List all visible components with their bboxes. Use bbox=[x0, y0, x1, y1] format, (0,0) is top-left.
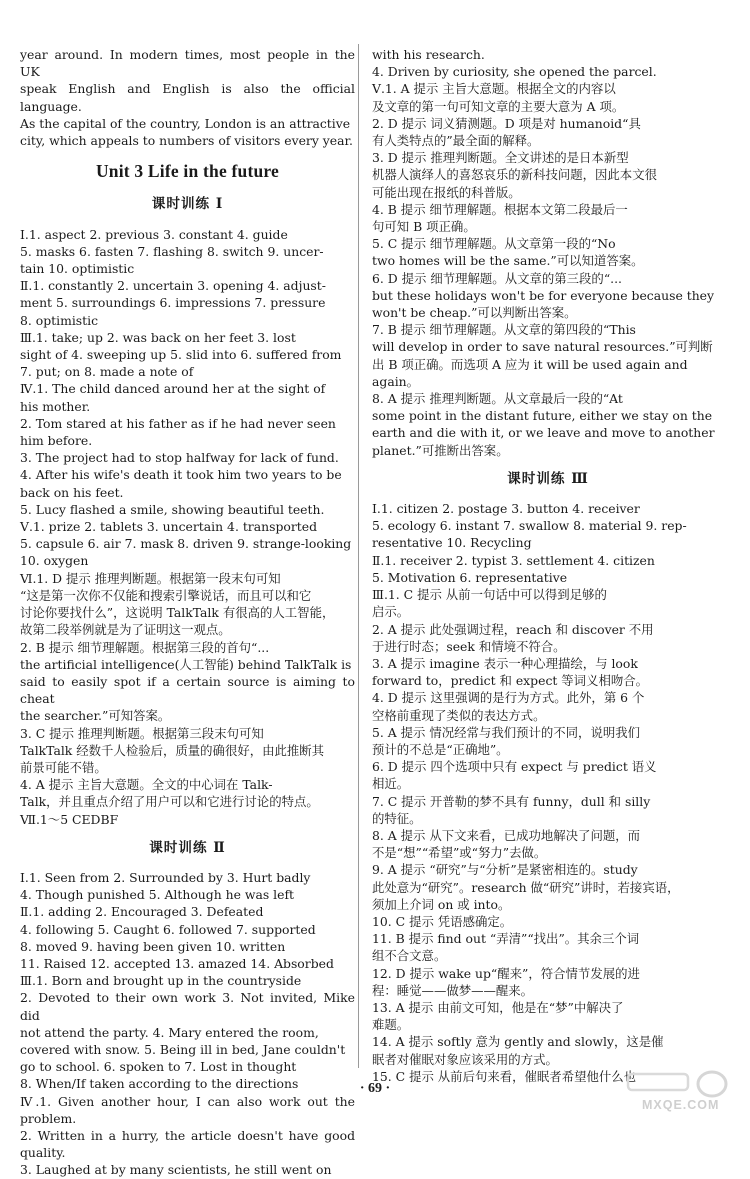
text-line: 及文章的第一句可知文章的主要大意为 A 项。 bbox=[372, 98, 625, 114]
text-line: 6. D 提示 四个选项中只有 expect 与 predict 语义 bbox=[372, 759, 657, 775]
text-line: 3. The project had to stop halfway for lack of fund. bbox=[20, 450, 339, 466]
text-line: Ⅴ.1. A 提示 主旨大意题。根据全文的内容以 bbox=[372, 81, 616, 97]
page-number: · 69 · bbox=[359, 1081, 391, 1096]
text-line: 11. B 提示 find out “弄清”“找出”。其余三个词 bbox=[372, 931, 640, 947]
text-line: TalkTalk 经数千人检验后，质量的确很好，由此推断其 bbox=[20, 742, 325, 758]
text-line: 3. C 提示 推理判断题。根据第三段末句可知 bbox=[20, 725, 264, 741]
text-line: 程：睡觉——做梦——醒来。 bbox=[372, 982, 534, 998]
text-line: 难题。 bbox=[372, 1017, 410, 1033]
text-line: 8. moved 9. having been given 10. written bbox=[20, 938, 286, 954]
text-line: ment 5. surroundings 6. impressions 7. pressure bbox=[20, 295, 326, 311]
text-line: Ⅳ.1. The child danced around her at the sight of bbox=[20, 381, 326, 397]
text-line: 5. A 提示 情况经常与我们预计的不同，说明我们 bbox=[372, 724, 641, 740]
text-line: Ⅰ.1. Seen from 2. Surrounded by 3. Hurt badly bbox=[20, 869, 311, 885]
text-line: As the capital of the country, London is an attractive bbox=[20, 115, 351, 131]
text-line: 启示。 bbox=[372, 604, 410, 620]
text-line: 4. After his wife's death it took him two years to be bbox=[20, 467, 342, 483]
text-line: 8. A 提示 推理判断题。从文章最后一段的“At bbox=[372, 391, 623, 407]
text-line: 8. A 提示 从下文来看，已成功地解决了问题，而 bbox=[372, 827, 641, 843]
text-line: Ⅱ.1. adding 2. Encouraged 3. Defeated bbox=[20, 904, 264, 920]
text-line: again。 bbox=[372, 373, 420, 389]
text-line: 前景可能不错。 bbox=[20, 759, 107, 775]
text-line: back on his feet. bbox=[20, 484, 124, 500]
unit-title: Unit 3 Life in the future bbox=[95, 161, 280, 182]
text-line: Ⅱ.1. receiver 2. typist 3. settlement 4. citizen bbox=[372, 552, 655, 568]
text-line: sight of 4. sweeping up 5. slid into 6. suffered from bbox=[20, 347, 342, 363]
text-line: 4. following 5. Caught 6. followed 7. supported bbox=[20, 921, 316, 937]
text-line: Ⅱ.1. constantly 2. uncertain 3. opening 4. adjust- bbox=[20, 278, 326, 294]
text-line: 句可知 B 项正确。 bbox=[372, 219, 476, 235]
text-line: 5. Motivation 6. representative bbox=[372, 569, 568, 585]
section-1-answers bbox=[20, 226, 355, 828]
text-line: 相近。 bbox=[372, 776, 410, 792]
text-line: 出 B 项正确。而选项 A 应为 it will be used again and bbox=[372, 356, 688, 372]
text-line: Ⅰ.1. aspect 2. previous 3. constant 4. guide bbox=[20, 226, 288, 242]
text-line: 11. Raised 12. accepted 13. amazed 14. Absorbed bbox=[20, 955, 334, 971]
text-line: 4. Though punished 5. Although he was left bbox=[20, 887, 295, 903]
text-line: 可能出现在报纸的科普版。 bbox=[372, 184, 521, 200]
text-line: 3. A 提示 imagine 表示一种心理描绘，与 look bbox=[372, 655, 638, 671]
text-line: Ⅰ.1. citizen 2. postage 3. button 4. receiver bbox=[372, 501, 640, 517]
text-line: resentative 10. Recycling bbox=[372, 535, 532, 551]
text-line: will develop in order to save natural resources.”可判断 bbox=[372, 339, 713, 355]
text-line: him before. bbox=[20, 433, 93, 449]
text-line: 不是“想”“希望”或“努力”去做。 bbox=[372, 845, 547, 861]
text-line: Ⅵ.1. D 提示 推理判断题。根据第一段末句可知 bbox=[20, 570, 281, 586]
text-line: covered with snow. 5. Being ill in bed, Jane couldn't bbox=[20, 1041, 346, 1057]
text-line: 机器人演绎人的喜怒哀乐的新科技问题，因此本文很 bbox=[372, 167, 657, 183]
text-line: 5. ecology 6. instant 7. swallow 8. material 9. rep- bbox=[372, 518, 687, 534]
text-line: 此处意为“研究”。research 做“研究”讲时，若接宾语， bbox=[372, 879, 680, 895]
text-line: 5. masks 6. fasten 7. flashing 8. switch 9. uncer- bbox=[20, 243, 324, 259]
text-line: the artificial intelligence(人工智能) behind TalkTalk is bbox=[20, 656, 352, 672]
watermark-text: MXQE.COM bbox=[642, 1098, 720, 1112]
section-3-answers bbox=[372, 500, 724, 1085]
text-line: “这是第一次你不仅能和搜索引擎说话，而且可以和它 bbox=[20, 587, 312, 603]
text-line: planet.”可推断出答案。 bbox=[372, 442, 509, 458]
text-line: some point in the distant future, either we stay on the bbox=[372, 408, 713, 424]
text-line: 3. D 提示 推理判断题。全文讲述的是日本新型 bbox=[372, 150, 629, 166]
intro-paragraph bbox=[20, 46, 355, 149]
text-line: 4. B 提示 细节理解题。根据本文第二段最后一 bbox=[372, 201, 628, 217]
text-line: 10. C 提示 凭语感确定。 bbox=[372, 913, 513, 929]
text-line: with his research. bbox=[372, 47, 485, 62]
text-line: 2. B 提示 细节理解题。根据第三段的首句“... bbox=[20, 639, 270, 655]
right-column bbox=[372, 46, 724, 1085]
text-line: 8. When/If taken according to the directions bbox=[20, 1076, 299, 1092]
text-line: 6. D 提示 细节理解题。从文章的第三段的“... bbox=[372, 270, 622, 286]
text-line: 5. C 提示 细节理解题。从文章第一段的“No bbox=[372, 236, 616, 252]
text-line: earth and die with it, or we leave and move to another bbox=[372, 425, 715, 441]
text-line: go to school. 6. spoken to 7. Lost in thought bbox=[20, 1059, 297, 1075]
text-line: 2. Written in a hurry, the article doesn't have good quality. bbox=[20, 1127, 355, 1161]
text-line: his mother. bbox=[20, 398, 91, 414]
text-line: 15. C 提示 从前后句来看，催眠者希望他什么也 bbox=[372, 1068, 637, 1084]
text-line: 12. D 提示 wake up“醒来”，符合情节发展的进 bbox=[372, 965, 640, 981]
text-line: 有人类特点的”最全面的解释。 bbox=[372, 133, 540, 149]
text-line: 13. A 提示 由前文可知，他是在“梦”中解决了 bbox=[372, 999, 624, 1015]
text-line: 4. D 提示 这里强调的是行为方式。此外，第 6 个 bbox=[372, 690, 645, 706]
text-line: Ⅲ.1. take; up 2. was back on her feet 3. lost bbox=[20, 329, 296, 345]
text-line: the searcher.”可知答案。 bbox=[20, 708, 171, 724]
text-line: 于进行时态；seek 和情境不符合。 bbox=[372, 638, 566, 654]
text-line: not attend the party. 4. Mary entered the room, bbox=[20, 1024, 319, 1040]
text-line: 10. oxygen bbox=[20, 553, 89, 569]
text-line: 预计的不总是“正确地”。 bbox=[372, 741, 509, 757]
text-line: tain 10. optimistic bbox=[20, 261, 135, 277]
text-line: 眠者对催眠对象应该采用的方式。 bbox=[372, 1051, 558, 1067]
text-line: 7. C 提示 开普勒的梦不具有 funny，dull 和 silly bbox=[372, 793, 651, 809]
text-line: 2. A 提示 此处强调过程，reach 和 discover 不用 bbox=[372, 621, 654, 637]
text-line: two homes will be the same.”可以知道答案。 bbox=[372, 253, 644, 269]
text-line: 3. Laughed at by many scientists, he still went on bbox=[20, 1162, 332, 1178]
text-line: 9. A 提示 “研究”与“分析”是紧密相连的。study bbox=[372, 862, 638, 878]
text-line: year around. In modern times, most people in the UK bbox=[20, 47, 355, 80]
text-line: 14. A 提示 softly 意为 gently and slowly，这是催 bbox=[372, 1034, 664, 1050]
text-line: said to easily spot if a certain source is aiming to cheat bbox=[20, 673, 355, 707]
text-line: 4. Driven by curiosity, she opened the parcel. bbox=[372, 64, 657, 80]
text-line: Ⅲ.1. Born and brought up in the countryside bbox=[20, 973, 302, 989]
text-line: 空格前重现了类似的表达方式。 bbox=[372, 707, 546, 723]
text-line: 4. A 提示 主旨大意题。全文的中心词在 Talk- bbox=[20, 777, 273, 793]
right-top-answers bbox=[372, 46, 724, 459]
text-line: speak English and English is also the official language. bbox=[20, 81, 355, 114]
text-line: 讨论你要找什么”，这说明 TalkTalk 有很高的人工智能， bbox=[20, 605, 335, 621]
text-line: won't be cheap.”可以判断出答案。 bbox=[372, 305, 577, 321]
section-title-2: 课时训练 Ⅱ bbox=[149, 839, 226, 856]
text-line: 5. capsule 6. air 7. mask 8. driven 9. strange-looking bbox=[20, 536, 352, 552]
section-title-1: 课时训练 Ⅰ bbox=[151, 196, 224, 213]
section-title-3: 课时训练 Ⅲ bbox=[507, 470, 589, 487]
text-line: 8. optimistic bbox=[20, 312, 99, 328]
left-column bbox=[20, 46, 355, 1179]
text-line: 组不合文意。 bbox=[372, 948, 447, 964]
section-2-answers bbox=[20, 869, 355, 1179]
text-line: city, which appeals to numbers of visitors every year. bbox=[20, 133, 353, 149]
text-line: 故第二段举例就是为了证明这一观点。 bbox=[20, 622, 231, 638]
text-line: 2. D 提示 词义猜测题。D 项是对 humanoid“具 bbox=[372, 115, 641, 131]
text-line: 2. Devoted to their own work 3. Not invited, Mike did bbox=[20, 990, 355, 1023]
text-line: Ⅴ.1. prize 2. tablets 3. uncertain 4. transported bbox=[20, 519, 318, 535]
text-line: 的特征。 bbox=[372, 810, 422, 826]
text-line: 须加上介词 on 或 into。 bbox=[372, 896, 511, 912]
text-line: Ⅳ.1. Given another hour, I can also work out the problem. bbox=[20, 1093, 355, 1126]
text-line: forward to，predict 和 expect 等词义相吻合。 bbox=[372, 673, 649, 689]
text-line: 7. put; on 8. made a note of bbox=[20, 364, 194, 380]
text-line: 5. Lucy flashed a smile, showing beautiful teeth. bbox=[20, 501, 325, 517]
text-line: but these holidays won't be for everyone because they bbox=[372, 287, 715, 303]
text-line: Ⅶ.1～5 CEDBF bbox=[20, 811, 119, 827]
text-line: 7. B 提示 细节理解题。从文章的第四段的“This bbox=[372, 322, 636, 338]
column-divider bbox=[358, 44, 359, 1068]
text-line: Ⅲ.1. C 提示 从前一句话中可以得到足够的 bbox=[372, 587, 607, 603]
text-line: Talk，并且重点介绍了用户可以和它进行讨论的特点。 bbox=[20, 794, 319, 810]
text-line: 2. Tom stared at his father as if he had never seen bbox=[20, 415, 336, 431]
